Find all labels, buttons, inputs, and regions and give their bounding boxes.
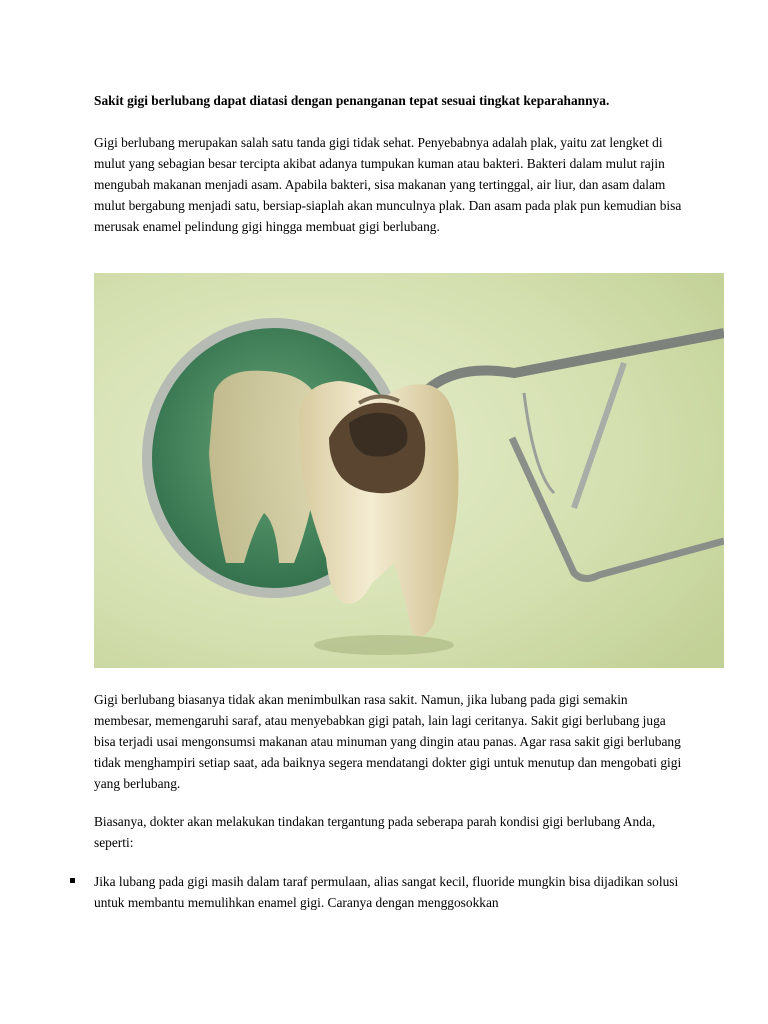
paragraph-treatment-intro: Biasanya, dokter akan melakukan tindakan tergantung pada seberapa parah kondisi gigi berlubang Anda, seperti: (94, 814, 656, 850)
decayed-tooth-photo (94, 273, 724, 668)
list-item-text: Jika lubang pada gigi masih dalam taraf permulaan, alias sangat kecil, fluoride mungkin bisa dijadikan solusi untuk membantu memulihkan enamel gigi. Caranya dengan menggosokkan (94, 874, 679, 910)
paragraph-symptoms: Gigi berlubang biasanya tidak akan menimbulkan rasa sakit. Namun, jika lubang pada gigi semakin membesar, memengaruhi saraf, atau menyebabkan gigi patah, lain lagi ceritanya. Sakit gigi berlubang juga bisa terjadi usai mengonsumsi makanan atau minuman yang dingin atau panas. Agar rasa sakit gigi berlubang tidak menghampiri setiap saat, ada baiknya segera mendatangi dokter gigi untuk menutup dan mengobati gigi yang berlubang. (94, 692, 682, 791)
article-heading: Sakit gigi berlubang dapat diatasi dengan penanganan tepat sesuai tingkat keparahannya. (94, 93, 610, 108)
tooth-illustration (94, 273, 724, 668)
paragraph-intro: Gigi berlubang merupakan salah satu tanda gigi tidak sehat. Penyebabnya adalah plak, yaitu zat lengket di mulut yang sebagian besar tercipta akibat adanya tumpukan kuman atau bakteri. Bakteri dalam mulut rajin mengubah makanan menjadi asam. Apabila bakteri, sisa makanan yang tertinggal, air liur, dan asam dalam mulut bergabung menjadi satu, bersiap-siaplah akan munculnya plak. Dan asam pada plak pun kemudian bisa merusak enamel pelindung gigi hingga membuat gigi berlubang. (94, 135, 682, 234)
bullet-icon (70, 878, 75, 883)
